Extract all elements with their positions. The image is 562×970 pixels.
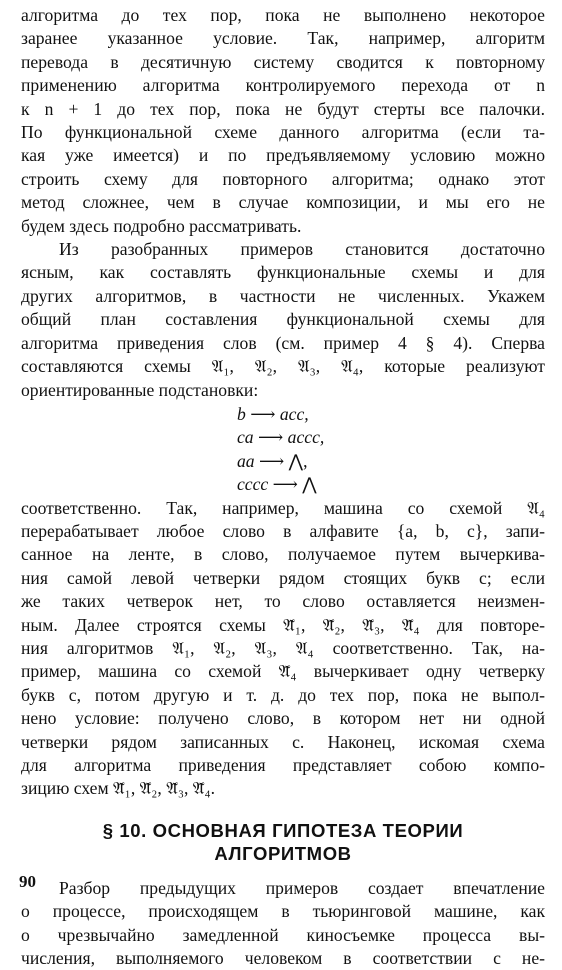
heading-line: АЛГОРИТМОВ <box>214 842 352 864</box>
arrow-icon: ⟶ <box>272 474 298 495</box>
formula-left: ca <box>237 427 254 448</box>
text-line: о чрезвычайно замедленной киносъемке процесса вы- <box>21 924 545 945</box>
text-line: же таких четверок нет, то слово оставляется неизмен- <box>21 591 545 612</box>
text-line: алгоритма до тех пор, пока не выполнено некоторое <box>21 5 545 25</box>
text-line: ния алгоритмов 𝔄₁, 𝔄₂, 𝔄₃, 𝔄₄ соответственно. Так, на- <box>21 637 545 658</box>
substitution-formulas <box>21 403 545 497</box>
paragraph-continuation <box>21 4 545 238</box>
text-line: применению алгоритма контролируемого перехода от n <box>21 75 545 96</box>
text-line: букв c, потом другую и т. д. до тех пор, пока не выпол- <box>21 684 545 705</box>
paragraph-respectively <box>21 497 545 801</box>
paragraph-functional-schemes <box>21 238 545 402</box>
text-line: зицию схем 𝔄̃₁, 𝔄̃₂, 𝔄̃₃, 𝔄̃₄. <box>21 778 215 799</box>
formula-right: acc, <box>279 403 309 424</box>
text-line: строить схему для повторного алгоритма; однако этот <box>21 168 545 189</box>
text-line: заранее указанное условие. Так, например, алгоритм <box>21 28 545 49</box>
arrow-icon: ⟶ <box>250 403 276 424</box>
formula-left: b <box>237 403 246 424</box>
formula-right: accc, <box>287 427 325 448</box>
text-line: кая уже имеется) и по предъявляемому условию можно <box>21 145 545 166</box>
text-line: будем здесь подробно рассматривать. <box>21 215 302 236</box>
text-line: Из разобранных примеров становится достаточно <box>59 239 545 260</box>
text-line: метод сложнее, чем в случае композиции, и мы его не <box>21 192 545 213</box>
section-heading <box>21 819 545 865</box>
text-line: ния самой левой четверки рядом стоящих букв c; если <box>21 567 545 588</box>
formula-line <box>237 426 545 449</box>
text-line: общий план составления функциональной схемы для <box>21 309 545 330</box>
text-line: пример, машина со схемой 𝔄̃₄ вычеркивает одну четверку <box>21 661 545 682</box>
text-line: о процессе, происходящем в тьюринговой машине, как <box>21 901 545 922</box>
page-number: 90 <box>19 872 36 891</box>
heading-line: § 10. ОСНОВНАЯ ГИПОТЕЗА ТЕОРИИ <box>102 819 464 841</box>
text-line: нено условие: получено слово, в котором нет ни одной <box>21 708 545 729</box>
formula-right: ⋀ <box>302 474 317 495</box>
text-line: перевода в десятичную систему сводится к повторному <box>21 51 545 72</box>
book-page <box>21 4 545 970</box>
text-line: для алгоритма приведения представляет собою компо- <box>21 755 545 775</box>
text-line: ориентированные подстановки: <box>21 379 259 400</box>
text-line: Разбор предыдущих примеров создает впечатление <box>59 877 545 898</box>
text-line: к n + 1 до тех пор, пока не будут стерты все палочки. <box>21 98 545 119</box>
formula-right: ⋀, <box>288 450 308 471</box>
text-line: четверки рядом записанных c. Наконец, искомая схема <box>21 731 545 752</box>
text-line: числения, выполняемого человеком в соответствии с не- <box>21 948 545 969</box>
text-line: перерабатывает любое слово в алфавите {a, b, c}, запи- <box>21 520 545 541</box>
text-line: ным. Далее строятся схемы 𝔄̃₁, 𝔄̃₂, 𝔄̃₃, 𝔄̃₄ для повторе- <box>21 614 545 635</box>
formula-left: aa <box>237 450 255 471</box>
arrow-icon: ⟶ <box>259 450 285 471</box>
formula-line <box>237 403 545 426</box>
text-line: других алгоритмов, в частности не численных. Укажем <box>21 285 545 306</box>
paragraph-section-intro <box>21 877 545 970</box>
text-line: По функциональной схеме данного алгоритма (если та- <box>21 122 545 143</box>
formula-line <box>237 450 545 473</box>
formula-line <box>237 473 545 496</box>
text-line: санное на ленте, в слово, получаемое путем вычеркива- <box>21 544 545 565</box>
text-line: составляются схемы 𝔄₁, 𝔄₂, 𝔄₃, 𝔄₄, которые реализуют <box>21 356 545 377</box>
arrow-icon: ⟶ <box>258 427 284 448</box>
text-line: алгоритма приведения слов (см. пример 4 § 4). Сперва <box>21 332 545 353</box>
text-line: ясным, как составлять функциональные схемы и для <box>21 262 545 283</box>
text-line: соответственно. Так, например, машина со схемой 𝔄₄ <box>21 497 545 518</box>
formula-left: cccc <box>237 474 269 495</box>
